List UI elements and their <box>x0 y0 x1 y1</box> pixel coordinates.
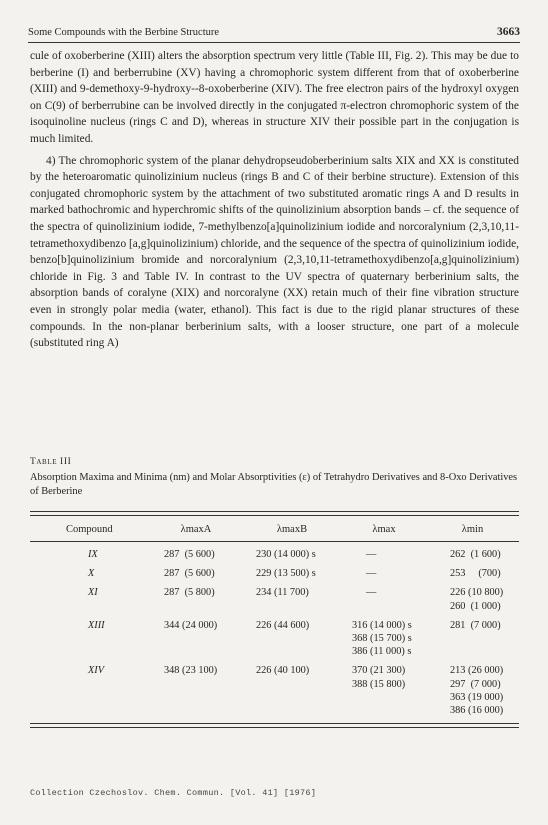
table-body <box>30 542 519 717</box>
table-iii <box>30 457 519 728</box>
cell-compound: XI <box>88 587 98 599</box>
cell-lmin: 226 (10 800) 260 (1 000) <box>450 587 504 612</box>
cell-lmax: — <box>366 549 377 560</box>
page-number: 3663 <box>497 26 520 38</box>
cell-lmax-a: 287 (5 800) <box>164 587 215 599</box>
cell-lmin: 253 (700) <box>450 568 501 580</box>
table-row <box>30 664 519 717</box>
cell-lmin: 262 (1 600) <box>450 549 501 560</box>
header-rule <box>28 42 520 43</box>
table-row <box>30 548 519 561</box>
table-header <box>30 516 519 541</box>
col-header-lmax-a: λmaxA <box>180 524 212 535</box>
cell-lmin: 213 (26 000) 297 (7 000) 363 (19 000) 386 (16 000) <box>450 665 504 717</box>
table-caption: Absorption Maxima and Minima (nm) and Molar Absorptivities (ε) of Tetrahydro Derivatives and 8-Oxo Derivatives of Berberine <box>30 472 518 497</box>
body-text <box>30 48 519 352</box>
cell-lmax-b: 229 (13 500) s <box>256 568 316 580</box>
cell-lmax-b: 234 (11 700) <box>256 587 309 599</box>
cell-lmax: 370 (21 300) 388 (15 800) <box>352 665 406 690</box>
cell-lmax: 316 (14 000) s 368 (15 700) s 386 (11 000) s <box>352 619 412 658</box>
cell-compound: IX <box>88 549 98 560</box>
table-row <box>30 619 519 659</box>
cell-lmax: — <box>366 587 377 599</box>
cell-lmax-a: 348 (23 100) <box>164 665 218 677</box>
cell-lmax-b: 226 (44 600) <box>256 619 310 631</box>
cell-compound: XIV <box>88 665 105 677</box>
cell-lmax-b: 226 (40 100) <box>256 665 310 677</box>
table-row <box>30 567 519 580</box>
col-header-lmax: λmax <box>372 524 396 535</box>
running-title: Some Compounds with the Berbine Structure <box>28 27 220 38</box>
paragraph-1: cule of oxoberberine (XIII) alters the absorption spectrum very little (Table III, Fig. 2). This may be due to berberine (I) and berberrubine (XV) having a chromophoric system different from that of oxoberberine (XIII) and 9-demethoxy-9-hydroxy--8-oxoberberine (XIV). The free electron pairs of the hydroxyl oxygen on C(9) of berberrubine can be involved directly in the conjugated π-electron chromophoric system of the isoquinoline nucleus (rings C and D), whereas in structure XIV their possible part in the conjugation is much limited. <box>30 50 519 145</box>
col-header-lmax-b: λmaxB <box>276 524 308 535</box>
paragraph-2: 4) The chromophoric system of the planar dehydropseudoberberinium salts XIX and XX is constituted by the heteroaromatic quinolizinium nucleus (rings B and C of their berbine structure). Extension of this conjugated chromophoric system by the attachment of two substituted aromatic rings A and D results in marked bathochromic and hyperchromic shifts of the quinolizinium absorption bands – cf. the sequence of the spectra of quinolizinium iodide, 7-methylbenzo[a]quinolizinium iodide and norcoralynium (2,3,10,11-tetramethoxydibenzo [a,g]quinolizinium) chloride, and the sequence of the spectra of quinolizinium iodide, benzo[b]quinolizinium bromide and norcoralynium (2,3,10,11-tetramethoxydibenzo[a,g]quinolizinium) chloride in Fig. 3 and Table IV. In contrast to the UV spectra of quaternary berberinium salts, the absorption bands of coralyne (XIX) and norcoralyne (XX) retain much of their fine vibration structure even in strongly polar media (water, ethanol). This fact is due to the rigid planar structures of these compounds. In the non-planar berberinium salts, with a looser structure, one part of a molecule (substituted ring A) <box>30 154 520 350</box>
cell-lmax-b: 230 (14 000) s <box>256 549 316 560</box>
cell-lmax-a: 287 (5 600) <box>164 568 215 580</box>
footer-citation: Collection Czechoslov. Chem. Commun. [Vol. 41] [1976] <box>30 788 317 798</box>
cell-lmin: 281 (7 000) <box>450 619 501 631</box>
cell-lmax-a: 344 (24 000) <box>164 619 218 631</box>
table-row <box>30 586 519 612</box>
table-title: Table III <box>30 457 72 467</box>
cell-lmax-a: 287 (5 600) <box>164 549 215 560</box>
cell-compound: X <box>88 568 95 580</box>
col-header-lmin: λmin <box>461 524 484 535</box>
running-header <box>28 26 520 38</box>
cell-compound: XIII <box>88 619 105 631</box>
cell-lmax: — <box>366 568 377 580</box>
table-bottom-rule <box>30 723 519 728</box>
col-header-compound: Compound <box>66 524 113 535</box>
